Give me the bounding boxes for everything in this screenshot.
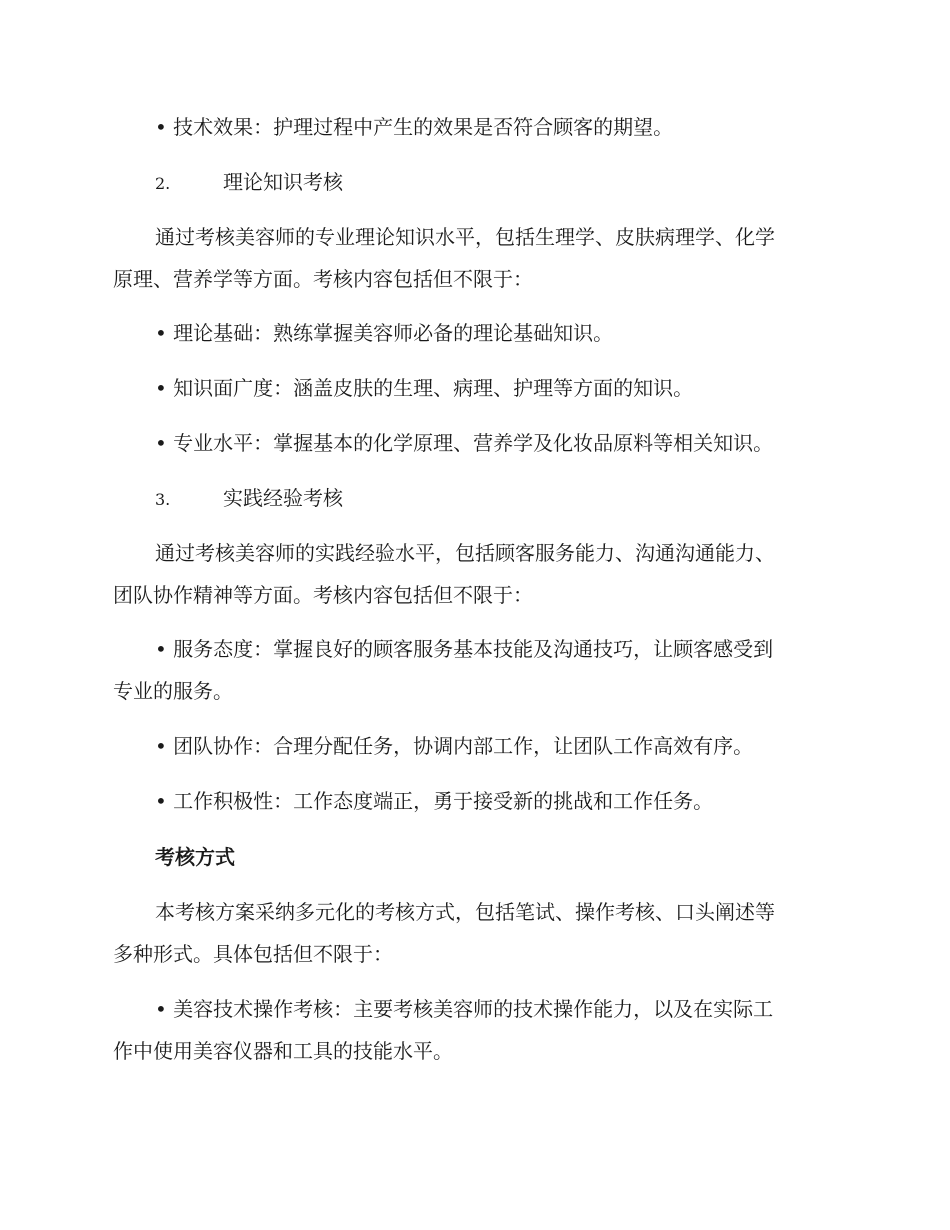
section-heading-assessment-method: 考核方式 (155, 845, 235, 869)
bullet-knowledge-breadth: • 知识面广度：涵盖皮肤的生理、病理、护理等方面的知识。 (155, 376, 694, 400)
bullet-work-enthusiasm: • 工作积极性：工作态度端正，勇于接受新的挑战和工作任务。 (155, 789, 714, 813)
numbered-heading-practice (155, 480, 875, 518)
bullet-service-attitude-cont: 专业的服务。 (113, 679, 233, 703)
paragraph-method-line1: 本考核方案采纳多元化的考核方式，包括笔试、操作考核、口头阐述等 (155, 900, 775, 924)
paragraph-practice-line1: 通过考核美容师的实践经验水平，包括顾客服务能力、沟通沟通能力、 (155, 541, 775, 565)
bullet-technical-effect: • 技术效果：护理过程中产生的效果是否符合顾客的期望。 (155, 115, 674, 139)
paragraph-practice-line2: 团队协作精神等方面。考核内容包括但不限于： (113, 583, 533, 607)
item-number: 3. (155, 490, 171, 509)
paragraph-method-line2: 多种形式。具体包括但不限于： (113, 942, 393, 966)
paragraph-theory-line1: 通过考核美容师的专业理论知识水平，包括生理学、皮肤病理学、化学 (155, 225, 775, 249)
bullet-service-attitude: • 服务态度：掌握良好的顾客服务基本技能及沟通技巧，让顾客感受到 (155, 637, 774, 661)
bullet-beauty-operation: • 美容技术操作考核：主要考核美容师的技术操作能力，以及在实际工 (155, 997, 774, 1021)
paragraph-theory-line2: 原理、营养学等方面。考核内容包括但不限于： (113, 267, 533, 291)
item-number: 2. (155, 174, 171, 193)
bullet-professional-level: • 专业水平：掌握基本的化学原理、营养学及化妆品原料等相关知识。 (155, 431, 774, 455)
bullet-beauty-operation-cont: 作中使用美容仪器和工具的技能水平。 (113, 1039, 453, 1063)
numbered-heading-theory (155, 164, 875, 202)
bullet-theory-basics: • 理论基础：熟练掌握美容师必备的理论基础知识。 (155, 321, 614, 345)
item-title: 理论知识考核 (223, 170, 343, 194)
bullet-teamwork: • 团队协作：合理分配任务，协调内部工作，让团队工作高效有序。 (155, 734, 754, 758)
item-title: 实践经验考核 (223, 486, 343, 510)
